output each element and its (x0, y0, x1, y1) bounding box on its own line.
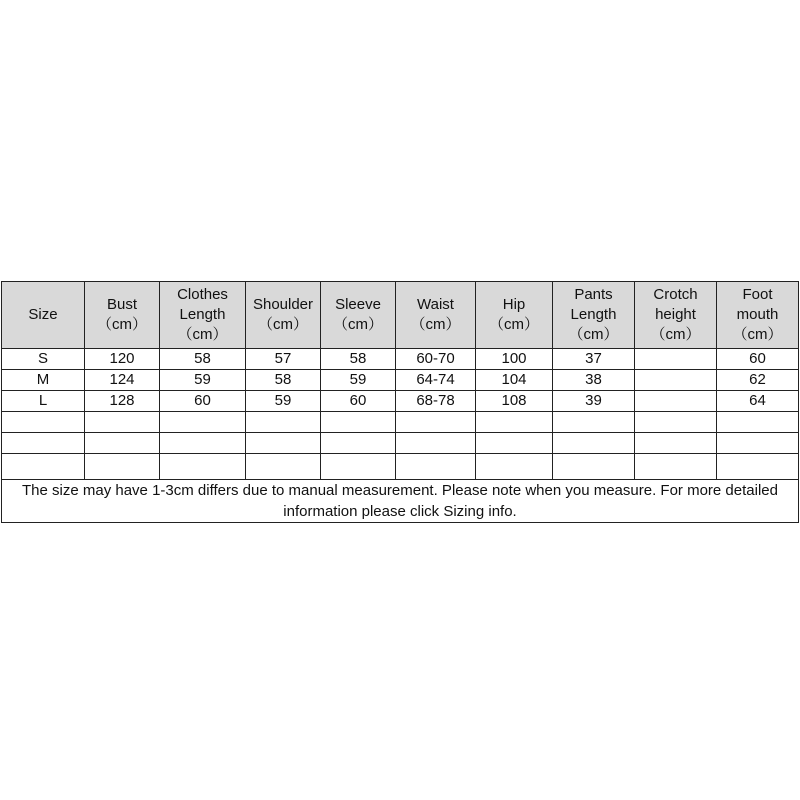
column-header (635, 282, 717, 349)
table-cell: 38 (553, 370, 635, 391)
table-cell (246, 454, 321, 480)
column-header-line: Hip (502, 296, 526, 313)
table-cell: S (2, 349, 85, 370)
table-cell (635, 412, 717, 433)
table-cell: M (2, 370, 85, 391)
table-cell: 58 (321, 349, 396, 370)
table-cell (553, 454, 635, 480)
table-cell: 120 (85, 349, 160, 370)
column-header-line: Length (179, 306, 226, 323)
header-row (2, 282, 799, 349)
column-header-line: Bust (106, 296, 137, 313)
column-header-line: （cm） (333, 316, 383, 333)
table-cell (2, 454, 85, 480)
table-cell (635, 370, 717, 391)
column-header-line: Shoulder (252, 296, 314, 313)
table-cell: 100 (476, 349, 553, 370)
column-header (246, 282, 321, 349)
table-cell: 37 (553, 349, 635, 370)
footnote-row (2, 480, 799, 523)
table-cell (396, 412, 476, 433)
table-cell: 108 (476, 391, 553, 412)
table-cell (717, 412, 799, 433)
table-cell (85, 412, 160, 433)
table-cell: 60-70 (396, 349, 476, 370)
table-cell: 57 (246, 349, 321, 370)
table-cell (635, 433, 717, 454)
table-cell: 59 (321, 370, 396, 391)
table-cell (635, 349, 717, 370)
table-cell (246, 433, 321, 454)
table-cell (635, 391, 717, 412)
table-cell: 62 (717, 370, 799, 391)
table-cell (160, 454, 246, 480)
column-header (396, 282, 476, 349)
table-cell (476, 412, 553, 433)
table-row (2, 370, 799, 391)
column-header-line: mouth (736, 306, 779, 323)
table-cell (396, 433, 476, 454)
table-cell (160, 412, 246, 433)
table-cell (85, 454, 160, 480)
table-row (2, 391, 799, 412)
column-header (476, 282, 553, 349)
table-cell: L (2, 391, 85, 412)
column-header-line: height (655, 306, 696, 323)
table-cell: 59 (160, 370, 246, 391)
column-header-line: （cm） (177, 326, 228, 343)
column-header-line: （cm） (97, 316, 147, 333)
table-cell (635, 454, 717, 480)
table-cell (553, 433, 635, 454)
table-cell (321, 433, 396, 454)
table-cell: 59 (246, 391, 321, 412)
column-header-line: Clothes (177, 286, 228, 303)
column-header-line: （cm） (410, 316, 461, 333)
table-cell: 68-78 (396, 391, 476, 412)
table-cell (85, 433, 160, 454)
column-header-line: Crotch (653, 286, 698, 303)
column-header (2, 282, 85, 349)
table-cell: 64-74 (396, 370, 476, 391)
table-cell: 58 (246, 370, 321, 391)
column-header-line: Waist (417, 296, 454, 313)
column-header-line: Pants (574, 286, 613, 303)
table-cell (553, 412, 635, 433)
table-cell: 128 (85, 391, 160, 412)
table-cell (717, 433, 799, 454)
column-header-line: （cm） (489, 316, 539, 333)
table-row (2, 433, 799, 454)
column-header-line: （cm） (258, 316, 308, 333)
column-header (85, 282, 160, 349)
column-header (553, 282, 635, 349)
table-cell: 124 (85, 370, 160, 391)
column-header-line: Sleeve (335, 296, 381, 313)
size-chart-table (1, 281, 799, 523)
table-row (2, 349, 799, 370)
table-row (2, 412, 799, 433)
table-body (2, 349, 799, 480)
table-cell: 60 (160, 391, 246, 412)
table-cell (321, 454, 396, 480)
footnote: The size may have 1-3cm differs due to manual measurement. Please note when you measure. For more detailed information please click Sizing info. (2, 480, 799, 523)
column-header-line: （cm） (568, 326, 619, 343)
column-header (717, 282, 799, 349)
column-header-line: （cm） (650, 326, 701, 343)
column-header-line: Length (570, 306, 617, 323)
table-row (2, 454, 799, 480)
table-cell: 64 (717, 391, 799, 412)
table-cell: 58 (160, 349, 246, 370)
table-cell (246, 412, 321, 433)
table-cell (476, 433, 553, 454)
column-header-line: Size (28, 306, 58, 323)
table-cell (717, 454, 799, 480)
table-cell (476, 454, 553, 480)
column-header-line: Foot (742, 286, 773, 303)
column-header (160, 282, 246, 349)
table-cell (160, 433, 246, 454)
table-cell: 104 (476, 370, 553, 391)
table-cell (2, 412, 85, 433)
table-cell (321, 412, 396, 433)
table-cell: 39 (553, 391, 635, 412)
column-header (321, 282, 396, 349)
table-cell (396, 454, 476, 480)
table-cell: 60 (321, 391, 396, 412)
column-header-line: （cm） (732, 326, 783, 343)
table-cell: 60 (717, 349, 799, 370)
table-cell (2, 433, 85, 454)
